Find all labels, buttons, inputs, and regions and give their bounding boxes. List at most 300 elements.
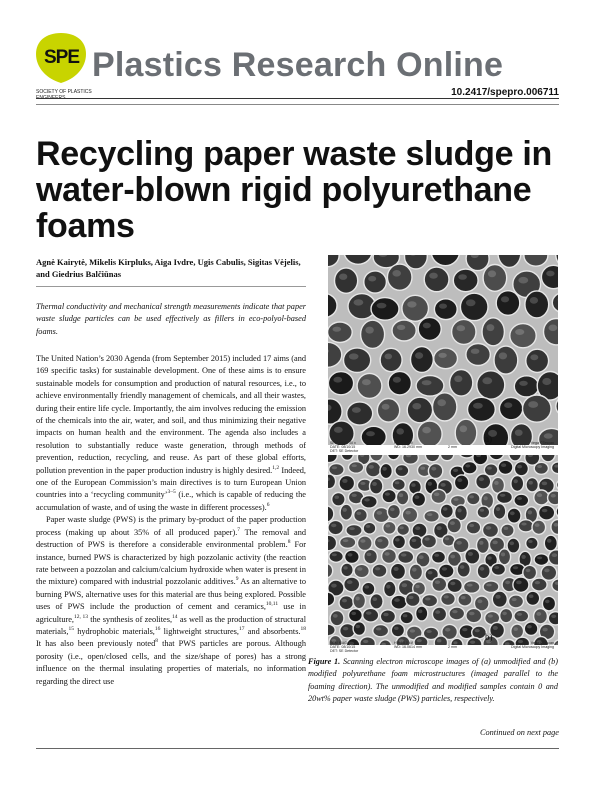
foam-cell-highlight [331, 524, 336, 528]
foam-cell-highlight [425, 537, 430, 540]
foam-cell-highlight [339, 274, 347, 280]
foam-cell [341, 563, 353, 577]
foam-cell-highlight [394, 627, 399, 630]
foam-cell [465, 549, 480, 565]
foam-cell [393, 535, 406, 549]
foam-cell-highlight [372, 482, 377, 486]
foam-cell [380, 610, 395, 623]
scale-label: 2 mm [448, 445, 457, 449]
foam-cell-highlight [501, 552, 505, 556]
foam-cell [534, 609, 548, 624]
foam-cell-highlight [530, 354, 538, 360]
foam-cell-highlight [521, 523, 526, 526]
body-text [36, 353, 306, 688]
foam-cell [534, 490, 549, 505]
foam-cell [458, 593, 472, 606]
foam-cell [514, 494, 529, 506]
sem-meta-mid: HV: 15.0 kV WD: 16.2930 mm [394, 441, 422, 449]
foam-cell [357, 373, 382, 398]
foam-cell-highlight [382, 404, 390, 410]
foam-cell [526, 591, 540, 605]
panel-label-a: a) [485, 434, 492, 444]
foam-cell-highlight [382, 467, 386, 471]
foam-cell-highlight [545, 600, 550, 604]
foam-cell-highlight [398, 467, 403, 470]
foam-cell [363, 608, 379, 622]
foam-cell-highlight [333, 614, 338, 618]
foam-cell-highlight [405, 511, 410, 515]
foam-cell-highlight [408, 596, 413, 599]
foam-cell [397, 524, 410, 536]
foam-cell [329, 551, 343, 563]
article-title: Recycling paper waste sludge in water-blown rigid polyurethane foams [36, 135, 552, 245]
sem-image-modified [328, 455, 558, 645]
foam-cell [409, 536, 423, 550]
foam-cell [454, 475, 468, 490]
foam-cell-highlight [510, 541, 515, 545]
foam-cell-highlight [343, 539, 349, 542]
foam-cell-highlight [528, 401, 538, 408]
foam-cell-highlight [518, 277, 528, 284]
foam-cell [361, 496, 377, 509]
foam-cell-highlight [457, 508, 461, 512]
foam-cell-highlight [403, 614, 408, 617]
foam-cell-highlight [423, 323, 431, 329]
foam-cell-highlight [377, 539, 382, 542]
foam-cell [382, 549, 397, 564]
foam-cell [428, 464, 442, 479]
foam-cell [382, 489, 396, 502]
sem-meta-left: SEM MAG: 30 x DATE: 08/10/15 DET: SE Detector [330, 441, 359, 453]
foam-cell [391, 595, 407, 609]
foam-cell [361, 320, 385, 348]
foam-cell [370, 478, 383, 494]
continued-note: Continued on next page [479, 728, 559, 737]
foam-cell [498, 460, 513, 474]
foam-cell [500, 608, 513, 622]
foam-cell-highlight [410, 629, 415, 632]
foam-cell-highlight [469, 524, 474, 527]
foam-cell-highlight [420, 467, 425, 470]
paragraph-2 [36, 514, 306, 688]
foam-cell [347, 402, 373, 425]
sem-meta-mid: HV: 15.0 kV WD: 16.0614 mm [394, 641, 422, 649]
foam-cell-highlight [465, 464, 470, 467]
foam-cell-highlight [356, 625, 360, 628]
foam-cell-highlight [365, 327, 373, 334]
foam-cell-highlight [487, 556, 491, 560]
foam-cell-highlight [495, 595, 500, 599]
foam-cell-highlight [535, 523, 540, 527]
foam-cell-highlight [407, 301, 416, 307]
p2-text: the synthesis of zeolites, [87, 614, 173, 624]
foam-cell [494, 346, 518, 374]
foam-cell-highlight [505, 581, 510, 585]
foam-cell [353, 622, 365, 636]
foam-cell-highlight [434, 493, 439, 497]
foam-cell-highlight [428, 482, 432, 486]
foam-cell-highlight [502, 612, 507, 616]
foam-cell [354, 509, 368, 522]
foam-cell [387, 504, 400, 518]
authors: Agnė Kairytė, Mikelis Kirpluks, Aiga Ivdre, Ugis Cabulis, Sigitas Vėjelis, and Giedrius Balčiūnas [36, 257, 301, 279]
foam-cell [434, 299, 457, 320]
foam-cell-highlight [551, 494, 556, 498]
sem-meta-left: SEM MAG: 30 x DATE: 08/10/15 DET: SE Detector [330, 641, 359, 653]
ref-sup: 15 [68, 626, 74, 633]
foam-cell [330, 611, 344, 626]
foam-cell [539, 505, 555, 520]
foam-cell-highlight [351, 494, 356, 497]
foam-cell-highlight [342, 479, 347, 483]
foam-cell [406, 593, 421, 607]
logo-subtitle: SOCIETY OF PLASTICS ENGINEERS [36, 89, 92, 101]
foam-cell [407, 397, 432, 423]
foam-cell [548, 612, 558, 625]
foam-cell [340, 537, 356, 549]
foam-cell-highlight [399, 526, 403, 529]
foam-cell-highlight [530, 297, 538, 304]
foam-cell-highlight [460, 565, 465, 569]
foam-cell-highlight [537, 557, 542, 560]
foam-cell-highlight [348, 553, 353, 556]
foam-cell-highlight [445, 628, 450, 632]
foam-cell-highlight [542, 482, 548, 486]
foam-cell-highlight [402, 583, 408, 587]
foam-cell [395, 465, 409, 477]
foam-cell [552, 462, 559, 474]
foam-cell-highlight [529, 481, 533, 485]
foam-cell-highlight [512, 598, 517, 601]
foam-cell-highlight [355, 597, 359, 601]
foam-cell-highlight [397, 325, 405, 330]
foam-cell-highlight [426, 630, 431, 633]
foam-cell [432, 607, 446, 621]
foam-cell-highlight [458, 274, 467, 280]
foam-cell [371, 298, 399, 321]
foam-cell-highlight [366, 611, 372, 614]
foam-cell-highlight [496, 507, 500, 511]
foam-cell [476, 474, 491, 489]
foam-cell [482, 318, 504, 346]
foam-cell [477, 564, 490, 579]
p2-text: hydrophobic materials, [73, 626, 155, 636]
foam-cell [373, 625, 389, 637]
foam-cell [340, 504, 352, 520]
foam-cell [402, 295, 429, 321]
foam-cell-highlight [547, 539, 552, 543]
foam-cell-highlight [428, 571, 433, 574]
foam-cell-highlight [435, 610, 440, 614]
foam-cell [534, 462, 548, 474]
foam-cell [492, 591, 507, 607]
foam-cell-highlight [462, 628, 467, 631]
foam-cell-highlight [415, 495, 420, 499]
foam-cell-highlight [366, 431, 375, 436]
foam-cell-highlight [461, 596, 466, 599]
foam-cell [332, 493, 345, 507]
foam-cell [346, 525, 362, 537]
foam-cell-highlight [390, 508, 395, 512]
foam-cell [477, 506, 490, 518]
foam-cell [349, 462, 364, 474]
foam-cell [398, 551, 414, 564]
foam-cell-highlight [499, 352, 507, 359]
foam-cell [416, 606, 428, 621]
p2-text: and absorbents. [244, 626, 301, 636]
foam-cell-highlight [356, 512, 361, 515]
foam-cell-highlight [492, 541, 497, 545]
foam-cell [377, 399, 399, 423]
foam-cell-highlight [334, 427, 343, 433]
foam-cell-highlight [401, 553, 407, 556]
foam-cell-highlight [364, 498, 370, 501]
foam-cell [534, 554, 549, 566]
foam-cell [497, 491, 513, 504]
foam-cell [511, 624, 524, 638]
foam-cell [328, 322, 352, 342]
sem-info-bar-b [328, 640, 558, 654]
foam-cell-highlight [515, 329, 524, 335]
foam-cell-highlight [386, 524, 391, 527]
panel-label-b: b) [485, 632, 493, 642]
foam-cell [464, 581, 480, 593]
foam-cell [499, 397, 522, 419]
foam-cell [509, 595, 524, 608]
ref-sup: 14 [172, 613, 178, 620]
foam-cell [510, 324, 536, 348]
foam-cell-highlight [392, 270, 401, 277]
foam-cell [447, 518, 461, 533]
foam-cell [364, 549, 378, 564]
foam-cell-highlight [450, 582, 455, 586]
foam-cell [441, 592, 456, 605]
foam-cell-highlight [383, 613, 388, 616]
foam-cell-highlight [542, 509, 548, 513]
foam-cell [358, 536, 373, 551]
foam-cell [392, 479, 405, 491]
foam-cell-highlight [517, 465, 522, 469]
foam-cell-highlight [504, 527, 509, 530]
foam-cell-highlight [544, 433, 553, 438]
foam-cell [551, 520, 558, 535]
foam-cell-highlight [342, 599, 347, 603]
foam-cell-highlight [351, 612, 356, 615]
foam-cell-highlight [514, 479, 518, 483]
foam-cell [541, 565, 557, 580]
ref-sup: 8 [155, 638, 158, 645]
foam-cell-highlight [394, 567, 399, 571]
foam-cell [388, 371, 411, 395]
foam-cell [532, 520, 546, 534]
ref-sup: 6 [266, 502, 270, 509]
foam-cell-highlight [438, 353, 446, 358]
foam-cell [392, 320, 416, 341]
foam-cell-highlight [411, 483, 415, 487]
foam-cell-highlight [469, 495, 474, 498]
foam-cell [422, 595, 438, 607]
foam-cell [524, 622, 538, 636]
doi[interactable]: 10.2417/spepro.006711 [451, 87, 559, 98]
foam-cell-highlight [385, 492, 390, 495]
foam-cell-highlight [471, 349, 480, 354]
foam-cell-highlight [366, 525, 370, 528]
foam-cell-highlight [457, 325, 466, 331]
sem-info-bar-a [328, 440, 558, 454]
foam-cell-highlight [504, 402, 512, 408]
p2-text: The removal and destruction of PWS is therefore a considerable environmental problem. [36, 527, 306, 550]
foam-cell-highlight [456, 541, 462, 545]
foam-cell [477, 371, 505, 399]
foam-cell-highlight [517, 497, 522, 500]
foam-cell-highlight [494, 481, 499, 485]
foam-cell [452, 319, 476, 344]
foam-cell-highlight [377, 511, 383, 515]
authors-rule [36, 286, 306, 287]
foam-cell-highlight [399, 493, 403, 497]
p2-text: For instance, burned PWS is characterized by high pozzolanic activity (the reaction rate between a pozzolan and calcium/calcium hydroxide when water is present in the mixture) compared with industrial pozzolanic additives. [36, 540, 306, 587]
foam-cell [380, 348, 402, 371]
foam-cell-highlight [354, 299, 364, 305]
foam-cell [363, 522, 376, 534]
foam-cell-highlight [375, 567, 380, 570]
figure-caption [308, 656, 558, 706]
foam-cell-highlight [385, 552, 390, 556]
foam-cell [449, 607, 465, 620]
foam-cell-highlight [544, 569, 549, 573]
foam-cell [354, 564, 369, 577]
foam-cell [412, 492, 426, 506]
foam-cell-highlight [486, 584, 492, 587]
foam-cell-highlight [537, 465, 542, 468]
foam-cell [491, 563, 505, 575]
foam-cell [548, 491, 558, 505]
foam-cell-highlight [443, 507, 448, 511]
foam-cell [439, 564, 454, 578]
foam-cell-highlight [435, 580, 440, 584]
foam-cell-highlight [536, 612, 541, 616]
foam-cell-highlight [487, 324, 495, 331]
foam-cell-highlight [442, 567, 447, 570]
foam-cell [433, 393, 457, 421]
foam-cell-highlight [437, 399, 446, 406]
foam-cell [409, 564, 422, 580]
foam-cell [432, 577, 447, 591]
foam-cell-highlight [483, 496, 487, 500]
foam-cell-highlight [419, 555, 424, 559]
sem-image-unmodified [328, 255, 558, 445]
sem-meta-right: Vega ©Tescan Digital Microscopy Imaging [511, 641, 554, 649]
foam-cell [344, 348, 371, 373]
foam-cell [370, 594, 383, 609]
foam-cell [542, 596, 555, 611]
foam-cell [424, 510, 439, 522]
foam-cell-highlight [480, 567, 485, 571]
foam-cell-highlight [515, 430, 523, 436]
foam-cell [372, 564, 387, 577]
foam-cell-highlight [429, 273, 438, 279]
foam-cell-highlight [415, 352, 423, 359]
ref-sup: 9 [235, 576, 239, 583]
caption-text: Scanning electron microscope images of (a) unmodified and (b) modified polyurethane foam microstructures (imaged parallel to the foaming direction). The unmodified and modified samples contain 0 and 20wt% paper waste sludge (PWS) particles, respectively. [308, 657, 558, 704]
foam-cell [544, 535, 557, 551]
foam-cell-highlight [362, 379, 371, 385]
p1-text: The United Nation’s 2030 Agenda (from September 2015) included 17 aims (and 169 specific tasks) for sustainable development. One of these aims is to ensure sustainable models for consumption and production of natural resources, i.e., to achieve environmentally friendly management of chemicals, and all their wastes, during their entire life cycle. Importantly, the aim involves reducing the emission of the chemicals into the air, water, and soil, and thus minimizing their negative impacts on human health and the environment. The agenda also includes a resolution to substantially reduce waste generation, through methods of prevention, reduction, recycling, and reuse. As part of these global efforts, pollution prevention in the paper production industry is highly desired. [36, 354, 306, 475]
foam-cell [466, 521, 480, 534]
foam-cell-highlight [412, 403, 421, 409]
foam-cell-highlight [519, 381, 528, 386]
foam-cell [339, 596, 354, 610]
foam-cell-highlight [367, 553, 372, 557]
foam-cell-highlight [453, 498, 458, 501]
foam-cell [496, 291, 520, 316]
foam-cell [374, 536, 389, 550]
caption-label: Figure 1. [308, 657, 341, 666]
foam-cell [391, 563, 406, 579]
foam-cell-highlight [393, 377, 401, 383]
foam-cell-highlight [377, 303, 387, 309]
foam-cell-highlight [450, 521, 455, 525]
foam-cell-highlight [457, 478, 462, 482]
foam-cell [402, 507, 417, 522]
foam-cell-highlight [396, 428, 404, 434]
foam-cell-highlight [529, 594, 534, 598]
foam-cell-highlight [480, 509, 484, 512]
foam-cell-highlight [494, 566, 499, 569]
ref-sup: 18 [300, 626, 307, 633]
foam-cell [440, 504, 453, 518]
foam-cell-highlight [453, 469, 458, 472]
foam-cell-highlight [513, 566, 518, 569]
footer-rule [36, 748, 559, 749]
foam-cell [411, 347, 434, 373]
ref-sup: 16 [154, 626, 161, 633]
foam-cell [514, 462, 528, 476]
foam-cell [457, 562, 470, 578]
foam-cell-highlight [425, 597, 431, 600]
foam-cell [523, 395, 552, 422]
foam-cell-highlight [528, 510, 532, 514]
foam-cell [364, 271, 387, 293]
p1-text: (i.e., which is capable of reducing the accumulation of waste, and of using the waste in different processes). [36, 490, 306, 512]
sem-meta-right: Vega ©Tescan Digital Microscopy Imaging [511, 441, 554, 449]
foam-cell-highlight [415, 585, 419, 588]
foam-cell-highlight [521, 555, 525, 559]
foam-cell [328, 520, 343, 534]
foam-cell [514, 376, 539, 397]
foam-cell [483, 265, 507, 292]
paragraph-1 [36, 353, 306, 514]
foam-cell-highlight [552, 553, 558, 557]
foam-cell-highlight [542, 378, 551, 385]
foam-cell-highlight [369, 465, 374, 469]
foam-cell-highlight [517, 613, 522, 616]
foam-cell-highlight [514, 627, 518, 631]
foam-cell [532, 578, 548, 591]
foam-cell [483, 523, 499, 538]
foam-cell [416, 376, 444, 397]
foam-cell [513, 577, 529, 592]
p2-text: use in agriculture, [36, 602, 306, 624]
ref-sup: 10,11 [265, 601, 279, 608]
ref-sup: 17 [239, 626, 245, 633]
abstract: Thermal conductivity and mechanical strength measurements indicate that paper waste sludge particles can be used effectively as fillers in eco-polyol-based foams. [36, 302, 306, 336]
foam-cell [400, 611, 413, 623]
foam-cell-highlight [331, 584, 337, 588]
foam-cell-highlight [466, 299, 476, 306]
p2-text: It has also been previously noted [36, 639, 156, 649]
foam-cell-highlight [395, 538, 400, 541]
